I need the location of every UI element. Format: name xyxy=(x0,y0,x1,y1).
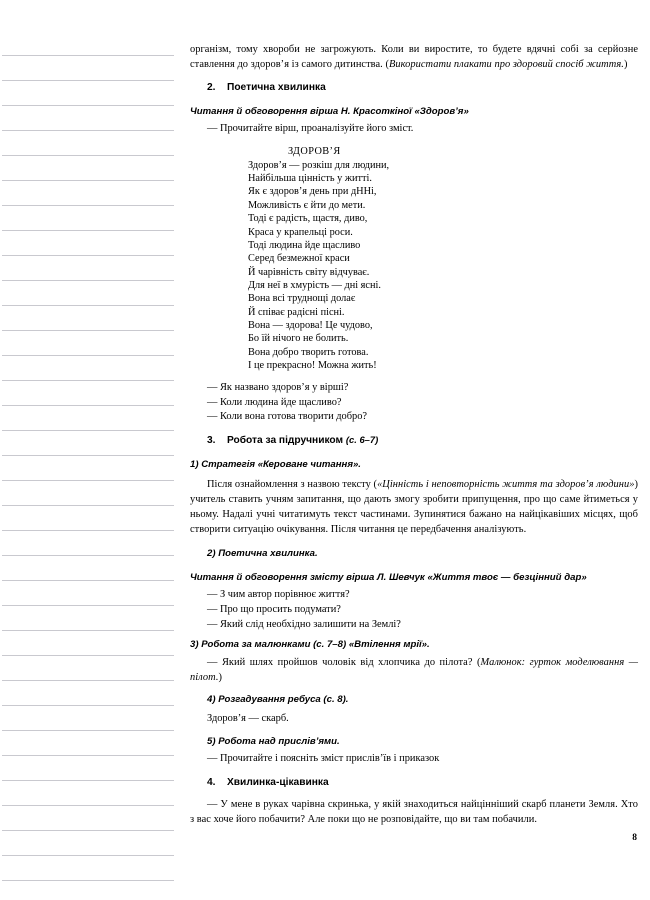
item-3-question-italic: Малюнок: гурток моделювання — пілот. xyxy=(190,657,638,684)
section-2-question: — Коли людина йде щасливо? xyxy=(207,396,342,408)
poem-title: ЗДОРОВ’Я xyxy=(288,145,341,157)
item-5-heading: 5) Робота над прислів’ями. xyxy=(207,736,340,747)
item-4-answer: Здоров’я — скарб. xyxy=(207,713,289,725)
poem-line: Вона — здорова! Це чудово, xyxy=(248,319,373,331)
poem-line: Тоді є радість, щастя, диво, xyxy=(248,213,368,225)
opening-paragraph-text: організм, тому хвороби не загрожують. Коли ви виростите, то будете вдячні собі за серйозне ставлення до здоров’я із самого дитинства. ( xyxy=(190,44,638,71)
poem-line: Тоді людина йде щасливо xyxy=(248,239,361,251)
section-3-pages: (с. 6–7) xyxy=(345,434,379,446)
section-2-question: — Коли вона готова творити добро? xyxy=(207,411,368,423)
item-2-question: — Який слід необхідно залишити на Землі? xyxy=(207,618,401,630)
poem-line: Краса у крапельці роси. xyxy=(248,226,353,238)
rule-line xyxy=(2,605,174,606)
rule-line xyxy=(2,355,174,356)
item-1-paragraph xyxy=(190,477,638,537)
section-4-number: 4. xyxy=(207,776,216,788)
item-4-heading: 4) Розгадування ребуса (с. 8). xyxy=(207,694,349,706)
poem-line: І це прекрасно! Можна жить! xyxy=(248,359,377,371)
section-2-instruction: — Прочитайте вірш, проаналізуйте його зміст. xyxy=(207,123,414,135)
section-2-number: 2. xyxy=(207,82,216,94)
rule-line xyxy=(2,205,174,206)
rule-line xyxy=(2,655,174,656)
rule-line xyxy=(2,130,174,131)
section-2-heading xyxy=(190,81,638,95)
rule-line xyxy=(2,555,174,556)
rule-line xyxy=(2,730,174,731)
poem-line: Серед безмежної краси xyxy=(248,253,350,265)
rule-line xyxy=(2,155,174,156)
rule-line xyxy=(2,805,174,806)
section-2-title: Поетична хвилинка xyxy=(227,82,326,94)
poem-block xyxy=(190,144,638,373)
section-4-paragraph: — У мене в руках чарівна скринька, у якій знаходиться найцінніший скарб планети Земля. Хто з вас хоче його побачити? Але поки що не розповідайте, що ви там побачили. xyxy=(190,798,638,825)
section-3-number: 3. xyxy=(207,435,216,447)
poem-line: Для неї в хмурість — дні ясні. xyxy=(248,279,381,291)
item-1-paragraph-italic: «Цінність і неповторність життя та здоров’я людини» xyxy=(377,479,635,491)
page-number: 8 xyxy=(632,833,637,843)
item-5-instruction: — Прочитайте і поясніть зміст прислів’їв і приказок xyxy=(207,753,440,764)
item-3-question-tail: ) xyxy=(218,672,222,684)
section-4-heading xyxy=(190,776,638,790)
opening-paragraph-italic: Використати плакати про здоровий спосіб життя. xyxy=(388,59,624,71)
poem-line: Вона всі труднощі долає xyxy=(248,293,356,305)
rule-line xyxy=(2,830,174,831)
rule-line xyxy=(2,255,174,256)
rule-line xyxy=(2,480,174,481)
opening-paragraph-tail: ) xyxy=(623,59,628,71)
ruled-margin-lines xyxy=(0,0,176,900)
rule-line xyxy=(2,505,174,506)
rule-line xyxy=(2,180,174,181)
poem-line: Можливість є йти до мети. xyxy=(248,199,366,211)
item-1-paragraph-tail: ) учитель ставить учням запитання, що дають змогу зробити припущення, про що саме йтиметься у ньому. Надалі учні читатимуть текст частинами. Зупинятися бажано на найцікавіших місцях, щоб створити ситуацію очікування. Після читання це передбачення аналізують. xyxy=(190,479,638,536)
rule-line xyxy=(2,105,174,106)
rule-line xyxy=(2,880,174,881)
rule-line xyxy=(2,380,174,381)
rule-line xyxy=(2,280,174,281)
rule-line xyxy=(2,405,174,406)
item-2-question: — З чим автор порівнює життя? xyxy=(207,589,350,601)
rule-line xyxy=(2,580,174,581)
rule-line xyxy=(2,780,174,781)
section-3-title: Робота за підручником xyxy=(227,435,344,447)
rule-line xyxy=(2,305,174,306)
poem-line: Бо їй нічого не болить. xyxy=(248,333,349,345)
rule-line xyxy=(2,230,174,231)
rule-line xyxy=(2,330,174,331)
section-3-heading xyxy=(190,433,638,448)
item-2-question: — Про що просить подумати? xyxy=(207,604,341,616)
rule-line xyxy=(2,630,174,631)
rule-line xyxy=(2,755,174,756)
rule-line xyxy=(2,705,174,706)
poem-line: Як є здоров’я день при дННі, xyxy=(248,186,377,198)
item-3-question xyxy=(190,655,638,685)
rule-line xyxy=(2,430,174,431)
item-2-subtitle: Читання й обговорення змісту вірша Л. Шевчук «Життя твоє — безцінний дар» xyxy=(190,572,587,584)
rule-line xyxy=(2,855,174,856)
item-3-question-lead: — Який шлях пройшов чоловік від хлопчика до пілота? ( xyxy=(207,657,481,669)
item-1-paragraph-lead: Після ознайомлення з назвою тексту ( xyxy=(207,479,378,491)
poem-line: Найбільша цінність у житті. xyxy=(248,173,372,185)
opening-paragraph xyxy=(190,42,638,72)
item-3-heading: 3) Робота за малюнками (с. 7–8) «Втілення мрії». xyxy=(190,639,430,651)
poem-line: Здоров’я — розкіш для людини, xyxy=(248,159,390,171)
poem-line: Вона добро творить готова. xyxy=(248,346,369,358)
section-4-title: Хвилинка-цікавинка xyxy=(227,776,329,788)
rule-line xyxy=(2,530,174,531)
rule-line xyxy=(2,80,174,81)
rule-line xyxy=(2,55,174,56)
poem-line: Й чарівність світу відчуває. xyxy=(248,266,370,278)
rule-line xyxy=(2,680,174,681)
text-column xyxy=(190,42,638,827)
section-2-subtitle: Читання й обговорення вірша Н. Красоткіної «Здоров’я» xyxy=(190,106,469,118)
section-2-question: — Як названо здоров’я у вірші? xyxy=(207,382,349,394)
rule-line xyxy=(2,455,174,456)
poem-line: Й співає радісні пісні. xyxy=(248,306,345,318)
item-1-heading: 1) Стратегія «Кероване читання». xyxy=(190,459,361,471)
item-2-heading: 2) Поетична хвилинка. xyxy=(207,548,318,560)
